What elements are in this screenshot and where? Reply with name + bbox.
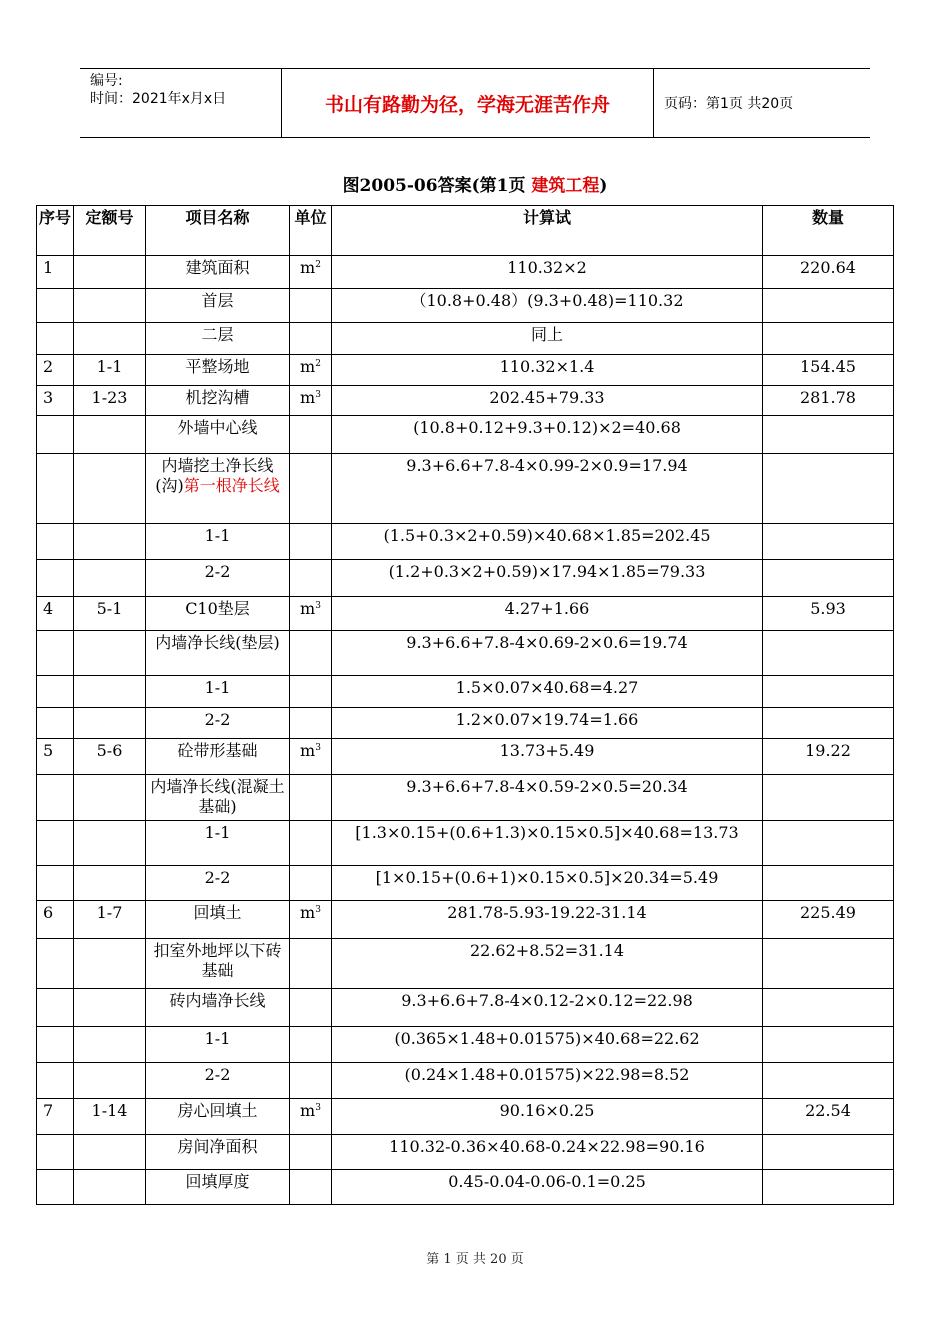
cell-seq xyxy=(37,1135,74,1170)
item-name: 平整场地 xyxy=(185,357,250,376)
cell-qty xyxy=(763,939,894,989)
cell-name xyxy=(146,866,290,901)
table-row xyxy=(37,1135,894,1170)
table-row xyxy=(37,708,894,739)
cell-quota: 1-7 xyxy=(74,901,146,939)
unit-text: m xyxy=(300,741,316,760)
cell-quota: 1-23 xyxy=(74,386,146,416)
cell-unit xyxy=(290,939,332,989)
cell-qty xyxy=(763,1135,894,1170)
cell-quota xyxy=(74,524,146,560)
unit-exponent: 3 xyxy=(315,905,321,915)
cell-calc: 4.27+1.66 xyxy=(332,597,763,631)
cell-calc: 110.32×1.4 xyxy=(332,355,763,386)
cell-quota: 5-1 xyxy=(74,597,146,631)
cell-name xyxy=(146,416,290,454)
cell-quota xyxy=(74,1027,146,1063)
item-name: 1-1 xyxy=(204,678,231,697)
cell-seq: 5 xyxy=(37,739,74,775)
cell-unit xyxy=(290,1135,332,1170)
cell-quota xyxy=(74,1170,146,1205)
unit-exponent: 2 xyxy=(315,260,321,270)
cell-qty xyxy=(763,416,894,454)
cell-calc: (0.365×1.48+0.01575)×40.68=22.62 xyxy=(332,1027,763,1063)
item-name: 首层 xyxy=(201,291,234,310)
cell-qty xyxy=(763,676,894,708)
cell-calc: 同上 xyxy=(332,323,763,355)
cell-unit xyxy=(290,454,332,524)
cell-name xyxy=(146,1135,290,1170)
header-qty: 数量 xyxy=(763,206,894,256)
cell-calc: 110.32×2 xyxy=(332,256,763,289)
header-calc: 计算试 xyxy=(332,206,763,256)
cell-calc: 1.5×0.07×40.68=4.27 xyxy=(332,676,763,708)
unit-text: m xyxy=(300,258,316,277)
cell-quota xyxy=(74,256,146,289)
item-name: 2-2 xyxy=(204,868,231,887)
cell-quota xyxy=(74,560,146,597)
cell-name xyxy=(146,1170,290,1205)
cell-seq xyxy=(37,454,74,524)
header-block xyxy=(80,68,870,138)
header-quota: 定额号 xyxy=(74,206,146,256)
table-row xyxy=(37,524,894,560)
cell-qty xyxy=(763,631,894,676)
cell-quota xyxy=(74,939,146,989)
cell-quota xyxy=(74,989,146,1027)
table-row xyxy=(37,1063,894,1099)
cell-name xyxy=(146,676,290,708)
cell-seq xyxy=(37,676,74,708)
unit-exponent: 2 xyxy=(315,359,321,369)
cell-calc: （10.8+0.48）(9.3+0.48)=110.32 xyxy=(332,289,763,323)
table-row xyxy=(37,1027,894,1063)
table-row xyxy=(37,597,894,631)
cell-seq xyxy=(37,866,74,901)
header-unit: 单位 xyxy=(290,206,332,256)
unit-text: m xyxy=(300,903,316,922)
cell-unit xyxy=(290,821,332,866)
cell-seq xyxy=(37,708,74,739)
cell-unit xyxy=(290,866,332,901)
table-row xyxy=(37,323,894,355)
cell-calc: (10.8+0.12+9.3+0.12)×2=40.68 xyxy=(332,416,763,454)
table-row xyxy=(37,631,894,676)
table-row xyxy=(37,454,894,524)
cell-name xyxy=(146,1027,290,1063)
table-header-row xyxy=(37,206,894,256)
cell-seq: 6 xyxy=(37,901,74,939)
cell-qty: 281.78 xyxy=(763,386,894,416)
table-row xyxy=(37,1170,894,1205)
cell-calc: 1.2×0.07×19.74=1.66 xyxy=(332,708,763,739)
table-row xyxy=(37,901,894,939)
cell-seq xyxy=(37,939,74,989)
table-row xyxy=(37,386,894,416)
header-meta xyxy=(80,69,282,137)
item-name: 二层 xyxy=(201,325,234,344)
item-name: 房间净面积 xyxy=(177,1137,258,1156)
time-label: 时间：2021年x月x日 xyxy=(90,91,227,107)
cell-calc: 22.62+8.52=31.14 xyxy=(332,939,763,989)
page-footer: 第 1 页 共 20 页 xyxy=(426,1252,524,1267)
cell-name xyxy=(146,256,290,289)
item-name: 砼带形基础 xyxy=(177,741,258,760)
cell-seq xyxy=(37,289,74,323)
item-name: 1-1 xyxy=(204,823,231,842)
cell-unit xyxy=(290,631,332,676)
cell-seq xyxy=(37,416,74,454)
cell-quota xyxy=(74,323,146,355)
cell-seq xyxy=(37,1063,74,1099)
unit-text: m xyxy=(300,357,316,376)
cell-name xyxy=(146,989,290,1027)
cell-unit xyxy=(290,1170,332,1205)
item-name: 内墙挖土净长线(沟) xyxy=(155,456,274,495)
calculation-table xyxy=(36,205,894,1205)
cell-unit xyxy=(290,289,332,323)
cell-unit xyxy=(290,1063,332,1099)
cell-quota xyxy=(74,676,146,708)
item-name: 砖内墙净长线 xyxy=(169,991,266,1010)
table-row xyxy=(37,676,894,708)
cell-qty xyxy=(763,1063,894,1099)
cell-quota: 1-1 xyxy=(74,355,146,386)
cell-calc: 0.45-0.04-0.06-0.1=0.25 xyxy=(332,1170,763,1205)
item-name: 回填厚度 xyxy=(185,1172,250,1191)
cell-unit xyxy=(290,1099,332,1135)
cell-name xyxy=(146,323,290,355)
item-name: 回填土 xyxy=(193,903,242,922)
cell-qty xyxy=(763,775,894,821)
cell-unit xyxy=(290,597,332,631)
page-code: 页码：第1页 共20页 xyxy=(664,96,794,112)
table-row xyxy=(37,256,894,289)
cell-unit xyxy=(290,775,332,821)
item-name: 2-2 xyxy=(204,710,231,729)
cell-quota xyxy=(74,1135,146,1170)
cell-calc: [1.3×0.15+(0.6+1.3)×0.15×0.5]×40.68=13.73 xyxy=(332,821,763,866)
motto: 书山有路勤为径，学海无涯苦作舟 xyxy=(282,69,654,137)
cell-calc: [1×0.15+(0.6+1)×0.15×0.5]×20.34=5.49 xyxy=(332,866,763,901)
cell-unit xyxy=(290,256,332,289)
item-name: 2-2 xyxy=(204,1065,231,1084)
cell-calc: (1.5+0.3×2+0.59)×40.68×1.85=202.45 xyxy=(332,524,763,560)
cell-seq: 3 xyxy=(37,386,74,416)
cell-name xyxy=(146,597,290,631)
cell-quota: 1-14 xyxy=(74,1099,146,1135)
cell-seq xyxy=(37,775,74,821)
item-name: C10垫层 xyxy=(185,599,250,618)
item-name: 建筑面积 xyxy=(185,258,250,277)
cell-unit xyxy=(290,901,332,939)
cell-quota xyxy=(74,866,146,901)
cell-quota xyxy=(74,1063,146,1099)
table-row xyxy=(37,289,894,323)
title-red: 建筑工程 xyxy=(531,176,600,196)
cell-unit xyxy=(290,416,332,454)
cell-quota xyxy=(74,289,146,323)
cell-calc: 110.32-0.36×40.68-0.24×22.98=90.16 xyxy=(332,1135,763,1170)
cell-name xyxy=(146,739,290,775)
item-name: 房心回填土 xyxy=(177,1101,258,1120)
cell-calc: 202.45+79.33 xyxy=(332,386,763,416)
cell-seq: 7 xyxy=(37,1099,74,1135)
number-label: 编号: xyxy=(90,73,123,89)
cell-calc: 9.3+6.6+7.8-4×0.59-2×0.5=20.34 xyxy=(332,775,763,821)
cell-name xyxy=(146,708,290,739)
unit-exponent: 3 xyxy=(315,1103,321,1113)
unit-exponent: 3 xyxy=(315,743,321,753)
item-name-highlight: 第一根净长线 xyxy=(183,476,280,495)
cell-name xyxy=(146,560,290,597)
table-row xyxy=(37,560,894,597)
table-row xyxy=(37,416,894,454)
cell-seq xyxy=(37,1170,74,1205)
cell-unit xyxy=(290,739,332,775)
cell-quota xyxy=(74,775,146,821)
cell-seq: 2 xyxy=(37,355,74,386)
cell-name xyxy=(146,1099,290,1135)
cell-unit xyxy=(290,1027,332,1063)
cell-qty xyxy=(763,708,894,739)
header-name: 项目名称 xyxy=(146,206,290,256)
cell-name xyxy=(146,1063,290,1099)
table-row xyxy=(37,989,894,1027)
item-name: 外墙中心线 xyxy=(177,418,258,437)
cell-qty xyxy=(763,454,894,524)
unit-text: m xyxy=(300,599,316,618)
item-name: 内墙净长线(混凝土基础) xyxy=(150,777,285,816)
table-row xyxy=(37,821,894,866)
cell-unit xyxy=(290,560,332,597)
cell-qty: 154.45 xyxy=(763,355,894,386)
cell-seq: 1 xyxy=(37,256,74,289)
cell-qty: 220.64 xyxy=(763,256,894,289)
table-row xyxy=(37,739,894,775)
cell-seq xyxy=(37,989,74,1027)
cell-calc: 13.73+5.49 xyxy=(332,739,763,775)
table-row xyxy=(37,866,894,901)
cell-name xyxy=(146,289,290,323)
cell-qty xyxy=(763,1027,894,1063)
unit-exponent: 3 xyxy=(315,601,321,611)
cell-qty: 5.93 xyxy=(763,597,894,631)
cell-name xyxy=(146,939,290,989)
cell-qty xyxy=(763,524,894,560)
cell-calc: 9.3+6.6+7.8-4×0.69-2×0.6=19.74 xyxy=(332,631,763,676)
cell-calc: 281.78-5.93-19.22-31.14 xyxy=(332,901,763,939)
title-end: ) xyxy=(599,176,608,196)
cell-calc: 9.3+6.6+7.8-4×0.12-2×0.12=22.98 xyxy=(332,989,763,1027)
cell-unit xyxy=(290,386,332,416)
cell-quota xyxy=(74,416,146,454)
cell-seq xyxy=(37,1027,74,1063)
cell-calc: (0.24×1.48+0.01575)×22.98=8.52 xyxy=(332,1063,763,1099)
item-name: 机挖沟槽 xyxy=(185,388,250,407)
cell-unit xyxy=(290,676,332,708)
cell-unit xyxy=(290,989,332,1027)
cell-name xyxy=(146,821,290,866)
cell-qty xyxy=(763,1170,894,1205)
cell-unit xyxy=(290,708,332,739)
cell-name xyxy=(146,631,290,676)
cell-name xyxy=(146,355,290,386)
cell-quota xyxy=(74,454,146,524)
cell-name xyxy=(146,524,290,560)
cell-calc: (1.2+0.3×2+0.59)×17.94×1.85=79.33 xyxy=(332,560,763,597)
cell-seq xyxy=(37,323,74,355)
cell-quota xyxy=(74,821,146,866)
cell-qty xyxy=(763,560,894,597)
table-row xyxy=(37,1099,894,1135)
cell-qty xyxy=(763,866,894,901)
cell-qty xyxy=(763,323,894,355)
cell-quota: 5-6 xyxy=(74,739,146,775)
cell-quota xyxy=(74,631,146,676)
cell-qty: 225.49 xyxy=(763,901,894,939)
item-name: 2-2 xyxy=(204,562,231,581)
header-seq: 序号 xyxy=(37,206,74,256)
unit-text: m xyxy=(300,1101,316,1120)
cell-unit xyxy=(290,323,332,355)
item-name: 扣室外地坪以下砖基础 xyxy=(153,941,282,980)
cell-name xyxy=(146,386,290,416)
cell-qty xyxy=(763,821,894,866)
item-name: 1-1 xyxy=(204,1029,231,1048)
cell-qty: 22.54 xyxy=(763,1099,894,1135)
unit-exponent: 3 xyxy=(315,390,321,400)
title-main: 图2005-06答案(第1页 xyxy=(342,176,532,196)
cell-unit xyxy=(290,524,332,560)
cell-quota xyxy=(74,708,146,739)
table-row xyxy=(37,355,894,386)
cell-seq: 4 xyxy=(37,597,74,631)
table-row xyxy=(37,939,894,989)
cell-qty xyxy=(763,289,894,323)
cell-qty: 19.22 xyxy=(763,739,894,775)
cell-name xyxy=(146,454,290,524)
cell-calc: 90.16×0.25 xyxy=(332,1099,763,1135)
table-row xyxy=(37,775,894,821)
item-name: 1-1 xyxy=(204,526,231,545)
cell-seq xyxy=(37,631,74,676)
unit-text: m xyxy=(300,388,316,407)
cell-name xyxy=(146,775,290,821)
cell-seq xyxy=(37,821,74,866)
page-title xyxy=(0,171,950,196)
cell-calc: 9.3+6.6+7.8-4×0.99-2×0.9=17.94 xyxy=(332,454,763,524)
cell-qty xyxy=(763,989,894,1027)
cell-name xyxy=(146,901,290,939)
item-name: 内墙净长线(垫层) xyxy=(155,633,280,652)
cell-seq xyxy=(37,560,74,597)
cell-seq xyxy=(37,524,74,560)
cell-unit xyxy=(290,355,332,386)
